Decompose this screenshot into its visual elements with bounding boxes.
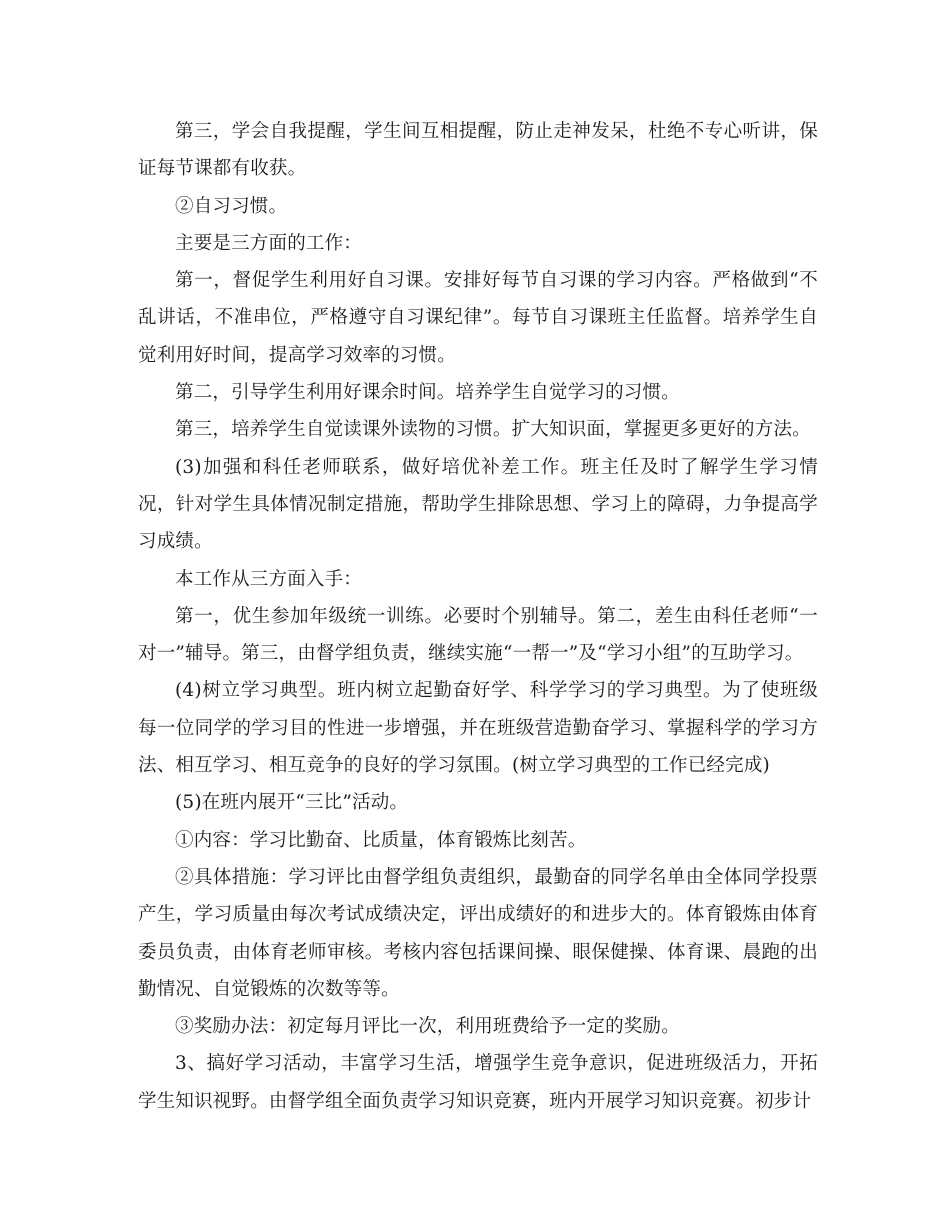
paragraph-5: 第二，引导学生利用好课余时间。培养学生自觉学习的习惯。 xyxy=(175,382,680,404)
paragraph-3: 主要是三方面的工作： xyxy=(175,232,363,254)
paragraph-8: 本工作从三方面入手： xyxy=(175,568,363,590)
paragraph-7: (3)加强和科任老师联系，做好培优补差工作。班主任及时了解学生学习情况，针对学生具体情况制定措施，帮助学生排除思想、学习上的障碍，力争提高学习成绩。 xyxy=(138,456,818,553)
paragraph-2: ②自习习惯。 xyxy=(175,195,288,217)
paragraph-9: 第一，优生参加年级统一训练。必要时个别辅导。第二，差生由科任老师“一对一”辅导。第三，由督学组负责，继续实施“一帮一”及“学习小组”的互助学习。 xyxy=(138,605,818,665)
paragraph-13: ②具体措施：学习评比由督学组负责组织，最勤奋的同学名单由全体同学投票产生，学习质量由每次考试成绩决定，评出成绩好的和进步大的。体育锻炼由体育委员负责，由体育老师审核。考核内容包括课间操、眼保健操、体育课、晨跑的出勤情况、自觉锻炼的次数等等。 xyxy=(138,866,818,1000)
paragraph-1: 第三，学会自我提醒，学生间互相提醒，防止走神发呆，杜绝不专心听讲，保证每节课都有收获。 xyxy=(138,121,818,180)
paragraph-10: (4)树立学习典型。班内树立起勤奋好学、科学学习的学习典型。为了使班级每一位同学的学习目的性进一步增强，并在班级营造勤奋学习、掌握科学的学习方法、相互学习、相互竞争的良好的学习氛围。(树立学习典型的工作已经完成) xyxy=(138,680,818,777)
paragraph-12: ①内容：学习比勤奋、比质量，体育锻炼比刻苦。 xyxy=(175,829,587,851)
paragraph-6: 第三，培养学生自觉读课外读物的习惯。扩大知识面，掌握更多更好的方法。 xyxy=(175,419,811,441)
paragraph-11: (5)在班内展开“三比”活动。 xyxy=(175,792,409,814)
paragraph-4: 第一，督促学生利用好自习课。安排好每节自习课的学习内容。严格做到“不乱讲话，不准串位，严格遵守自习课纪律”。每节自习课班主任监督。培养学生自觉利用好时间，提高学习效率的习惯。 xyxy=(138,270,818,366)
paragraph-14: ③奖励办法：初定每月评比一次，利用班费给予一定的奖励。 xyxy=(175,1016,680,1038)
document-body xyxy=(138,113,818,1120)
paragraph-15: 3、搞好学习活动，丰富学习生活，增强学生竞争意识，促进班级活力，开拓学生知识视野。由督学组全面负责学习知识竞赛，班内开展学习知识竞赛。初步计 xyxy=(138,1053,818,1112)
